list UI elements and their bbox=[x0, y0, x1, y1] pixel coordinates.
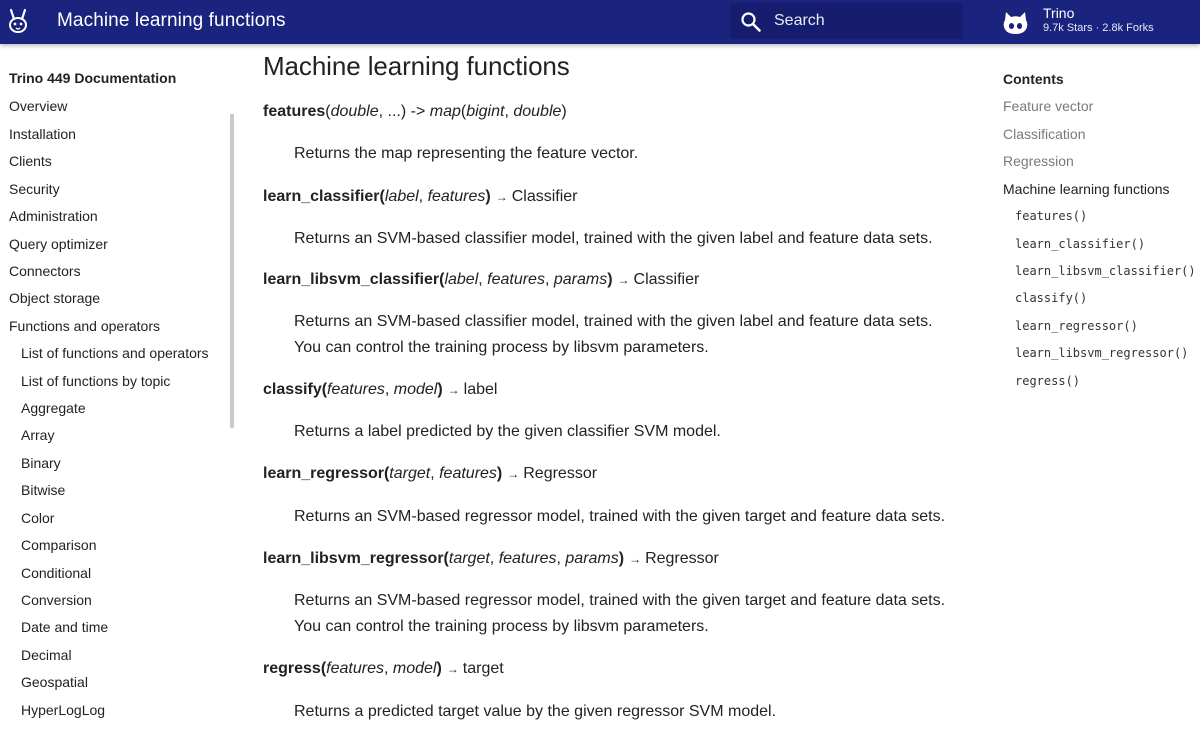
nav-item-administration[interactable]: Administration bbox=[9, 208, 98, 224]
toc-item-learn-libsvm-classifier[interactable]: learn_libsvm_classifier() bbox=[1015, 264, 1196, 278]
toc-item-classification[interactable]: Classification bbox=[1003, 126, 1086, 142]
nav-item-connectors[interactable]: Connectors bbox=[9, 263, 81, 279]
function-signature-features: features(double, ...) -> map(bigint, double) bbox=[263, 103, 567, 120]
page-title: Machine learning functions bbox=[263, 51, 570, 81]
toc-item-features[interactable]: features() bbox=[1015, 209, 1088, 223]
function-name: classify bbox=[263, 381, 322, 398]
function-description: Returns an SVM-based classifier model, trained with the given label and feature data sets. You can control the training process by libsvm parameters. bbox=[294, 313, 933, 356]
returns-arrow: → bbox=[617, 273, 630, 287]
primary-sidebar bbox=[0, 44, 236, 750]
toc-item-classify[interactable]: classify() bbox=[1015, 291, 1088, 305]
function-description: Returns an SVM-based regressor model, trained with the given target and feature data sets. You can control the training process by libsvm parameters. bbox=[294, 592, 946, 635]
top-app-bar bbox=[0, 0, 1200, 44]
repo-stats: 9.7k Stars · 2.8k Forks bbox=[1043, 22, 1154, 34]
nav-item-overview[interactable]: Overview bbox=[9, 98, 68, 114]
article-content bbox=[263, 44, 963, 750]
nav-item-comparison[interactable]: Comparison bbox=[21, 537, 97, 553]
nav-item-clients[interactable]: Clients bbox=[9, 153, 52, 169]
nav-item-aggregate[interactable]: Aggregate bbox=[21, 400, 86, 416]
return-type: Classifier bbox=[511, 188, 578, 205]
toc-item-regression[interactable]: Regression bbox=[1003, 153, 1074, 169]
nav-item-array[interactable]: Array bbox=[21, 427, 55, 443]
nav-item-security[interactable]: Security bbox=[9, 181, 60, 197]
function-description: Returns a label predicted by the given classifier SVM model. bbox=[294, 423, 721, 440]
toc-item-learn-libsvm-regressor[interactable]: learn_libsvm_regressor() bbox=[1015, 346, 1189, 360]
function-signature-learn-libsvm-classifier: learn_libsvm_classifier(label, features, params) → Classifier bbox=[263, 271, 700, 288]
param: double bbox=[330, 103, 379, 120]
function-description: Returns an SVM-based regressor model, trained with the given target and feature data sets. bbox=[294, 508, 946, 525]
nav-item-binary[interactable]: Binary bbox=[21, 455, 61, 471]
function-signature-classify: classify(features, model) → label bbox=[263, 381, 498, 398]
sidebar-scrollbar[interactable] bbox=[230, 114, 234, 428]
search-icon bbox=[740, 11, 762, 33]
github-icon[interactable] bbox=[1002, 9, 1029, 36]
nav-item-color[interactable]: Color bbox=[21, 510, 55, 526]
function-signature-learn-libsvm-regressor: learn_libsvm_regressor(target, features, params) → Regressor bbox=[263, 550, 719, 567]
function-signature-regress: regress(features, model) → target bbox=[263, 660, 504, 677]
toc-item-learn-classifier[interactable]: learn_classifier() bbox=[1015, 237, 1146, 251]
function-name: learn_libsvm_regressor bbox=[263, 550, 444, 567]
return-type: Regressor bbox=[523, 465, 598, 482]
returns-arrow: → bbox=[507, 467, 520, 481]
nav-item-geospatial[interactable]: Geospatial bbox=[21, 674, 88, 690]
nav-item-conditional[interactable]: Conditional bbox=[21, 565, 92, 581]
nav-item-conversion[interactable]: Conversion bbox=[21, 592, 92, 608]
toc-title: Contents bbox=[1003, 71, 1064, 87]
toc-item-ml-functions[interactable]: Machine learning functions bbox=[1003, 181, 1170, 197]
function-description: Returns a predicted target value by the given regressor SVM model. bbox=[294, 703, 777, 720]
function-signature-learn-classifier: learn_classifier(label, features) → Classifier bbox=[263, 188, 578, 205]
function-name: features bbox=[263, 103, 326, 120]
search-box[interactable] bbox=[730, 3, 963, 39]
function-name: learn_libsvm_classifier bbox=[263, 271, 440, 288]
function-name: learn_classifier bbox=[263, 188, 380, 205]
nav-item-query-optimizer[interactable]: Query optimizer bbox=[9, 236, 108, 252]
nav-item-functions-and-operators[interactable]: Functions and operators bbox=[9, 318, 160, 334]
trino-bunny-logo-icon[interactable] bbox=[6, 8, 30, 34]
nav-item-decimal[interactable]: Decimal bbox=[21, 647, 72, 663]
table-of-contents bbox=[1003, 44, 1200, 750]
returns-arrow: → bbox=[446, 662, 459, 676]
toc-item-regress[interactable]: regress() bbox=[1015, 374, 1081, 388]
site-title: Machine learning functions bbox=[57, 10, 286, 31]
function-name: regress bbox=[263, 660, 321, 677]
docs-version-title[interactable]: Trino 449 Documentation bbox=[9, 70, 177, 86]
return-type: Classifier bbox=[633, 271, 700, 288]
function-description: Returns an SVM-based classifier model, trained with the given label and feature data sets. bbox=[294, 230, 933, 247]
nav-item-functions-by-topic[interactable]: List of functions by topic bbox=[21, 373, 171, 389]
return-type: target bbox=[462, 660, 504, 677]
return-type: Regressor bbox=[645, 550, 719, 567]
nav-item-date-and-time[interactable]: Date and time bbox=[21, 619, 109, 635]
nav-item-list-of-functions[interactable]: List of functions and operators bbox=[21, 345, 209, 361]
nav-item-bitwise[interactable]: Bitwise bbox=[21, 482, 66, 498]
returns-arrow: → bbox=[447, 383, 460, 397]
repo-name[interactable]: Trino bbox=[1043, 5, 1075, 21]
nav-item-object-storage[interactable]: Object storage bbox=[9, 290, 101, 306]
return-type: label bbox=[463, 381, 498, 398]
search-placeholder[interactable]: Search bbox=[774, 12, 825, 29]
nav-item-hyperloglog[interactable]: HyperLogLog bbox=[21, 702, 106, 718]
function-signature-learn-regressor: learn_regressor(target, features) → Regressor bbox=[263, 465, 598, 482]
toc-item-feature-vector[interactable]: Feature vector bbox=[1003, 98, 1094, 114]
function-description: Returns the map representing the feature vector. bbox=[294, 145, 639, 162]
returns-arrow: → bbox=[495, 190, 508, 204]
toc-item-learn-regressor[interactable]: learn_regressor() bbox=[1015, 319, 1138, 333]
function-name: learn_regressor bbox=[263, 465, 384, 482]
returns-arrow: → bbox=[629, 552, 642, 566]
nav-item-installation[interactable]: Installation bbox=[9, 126, 76, 142]
